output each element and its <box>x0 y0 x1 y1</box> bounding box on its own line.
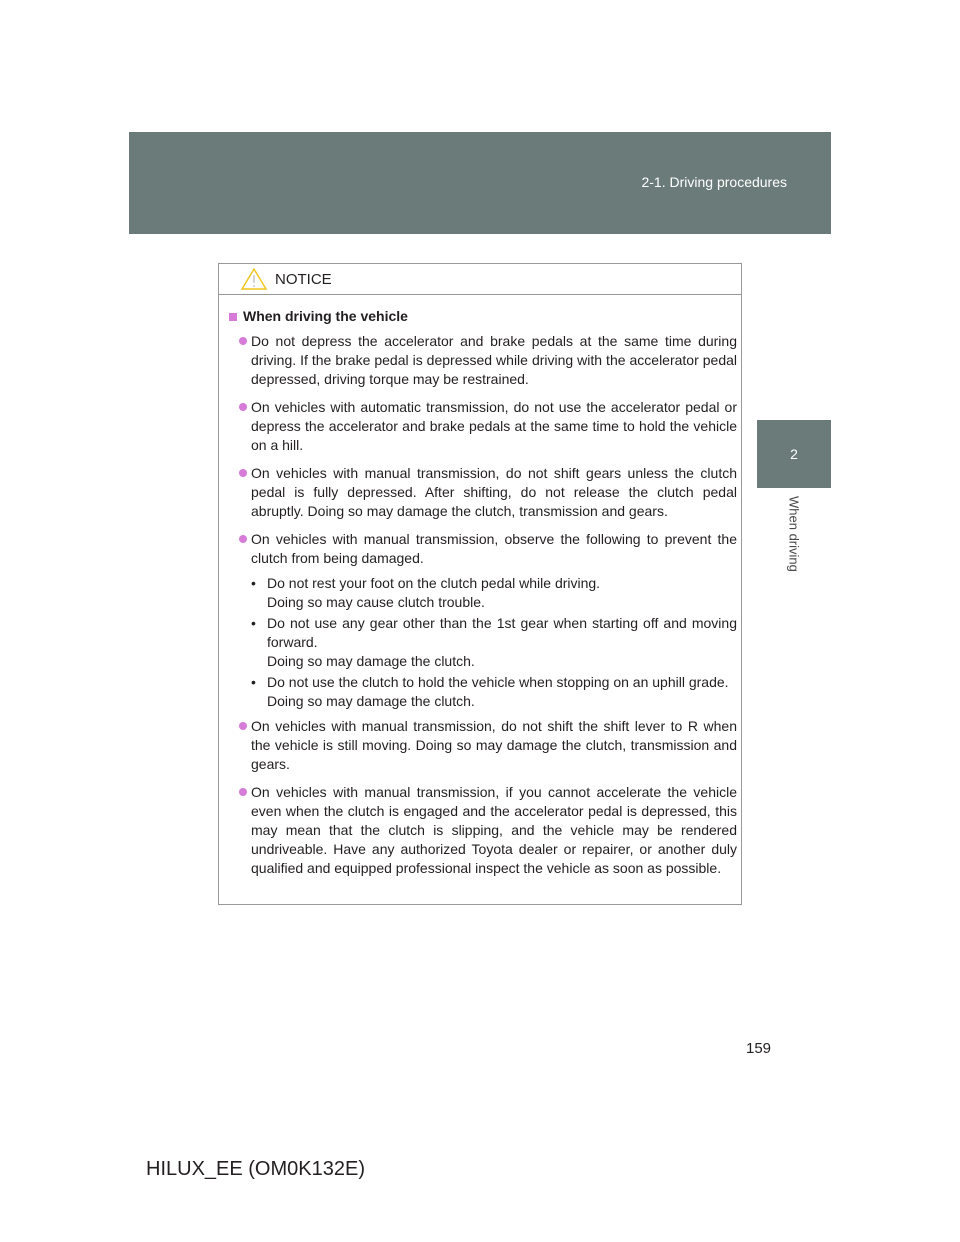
notice-item <box>229 464 737 521</box>
chapter-tab-label <box>757 488 831 594</box>
notice-subitems <box>229 574 737 711</box>
notice-item-text: On vehicles with automatic transmission, do not use the accelerator pedal or depress the accelerator and brake pedals at the same time to hold the vehicle on a hill. <box>251 399 737 453</box>
notice-heading-text: When driving the vehicle <box>243 308 408 324</box>
notice-item-text: On vehicles with manual transmission, do not shift gears unless the clutch pedal is fully depressed. After shifting, do not release the clutch pedal abruptly. Doing so may damage the clutch, transmission and gears. <box>251 465 737 519</box>
notice-subitem <box>229 614 737 671</box>
notice-item <box>229 398 737 455</box>
notice-box <box>218 263 742 905</box>
sub-bullet: • <box>251 575 256 591</box>
bullet-icon <box>239 337 247 345</box>
subitem-text: Do not use the clutch to hold the vehicle when stopping on an uphill grade. <box>267 674 729 690</box>
subitem-text: Do not use any gear other than the 1st gear when starting off and moving forward. <box>267 615 737 650</box>
warning-icon <box>241 268 267 290</box>
subitem-note: Doing so may damage the clutch. <box>267 653 475 669</box>
sub-bullet: • <box>251 674 256 690</box>
bullet-icon <box>239 788 247 796</box>
chapter-tab-text: When driving <box>786 496 802 572</box>
page-number: 159 <box>746 1040 772 1057</box>
subitem-note: Doing so may damage the clutch. <box>267 693 475 709</box>
sub-bullet: • <box>251 615 256 631</box>
header-band <box>129 132 831 234</box>
square-bullet-icon <box>229 313 237 321</box>
notice-item-text: On vehicles with manual transmission, observe the following to prevent the clutch from being damaged. <box>251 531 737 566</box>
section-title: 2-1. Driving procedures <box>641 174 787 190</box>
chapter-tab-number: 2 <box>757 420 831 488</box>
notice-subitem <box>229 574 737 612</box>
bullet-icon <box>239 535 247 543</box>
subitem-text: Do not rest your foot on the clutch pedal while driving. <box>267 575 601 591</box>
notice-item-text: On vehicles with manual transmission, do not shift the shift lever to R when the vehicle is still moving. Doing so may damage the clutch, transmission and gears. <box>251 718 737 772</box>
subitem-note: Doing so may cause clutch trouble. <box>267 594 485 610</box>
notice-item <box>229 332 737 389</box>
notice-header <box>219 264 741 295</box>
notice-item-text: On vehicles with manual transmission, if you cannot accelerate the vehicle even when the clutch is engaged and the accelerator pedal is depressed, this may mean that the clutch is slipping, and the vehicle may be rendered undriveable. Have any authorized Toyota dealer or repairer, or another duly qualified and equipped professional inspect the vehicle as soon as possible. <box>251 784 737 876</box>
notice-subitem <box>229 673 737 711</box>
notice-item-text: Do not depress the accelerator and brake pedals at the same time during driving. If the brake pedal is depressed while driving with the accelerator pedal depressed, driving torque may be restrained. <box>251 333 737 387</box>
footer-code: HILUX_EE (OM0K132E) <box>146 1158 365 1180</box>
notice-heading <box>229 307 737 326</box>
bullet-icon <box>239 722 247 730</box>
bullet-icon <box>239 469 247 477</box>
notice-title: NOTICE <box>275 270 332 288</box>
bullet-icon <box>239 403 247 411</box>
notice-item <box>229 783 737 878</box>
notice-item <box>229 530 737 568</box>
notice-item <box>229 717 737 774</box>
notice-body <box>219 295 741 878</box>
